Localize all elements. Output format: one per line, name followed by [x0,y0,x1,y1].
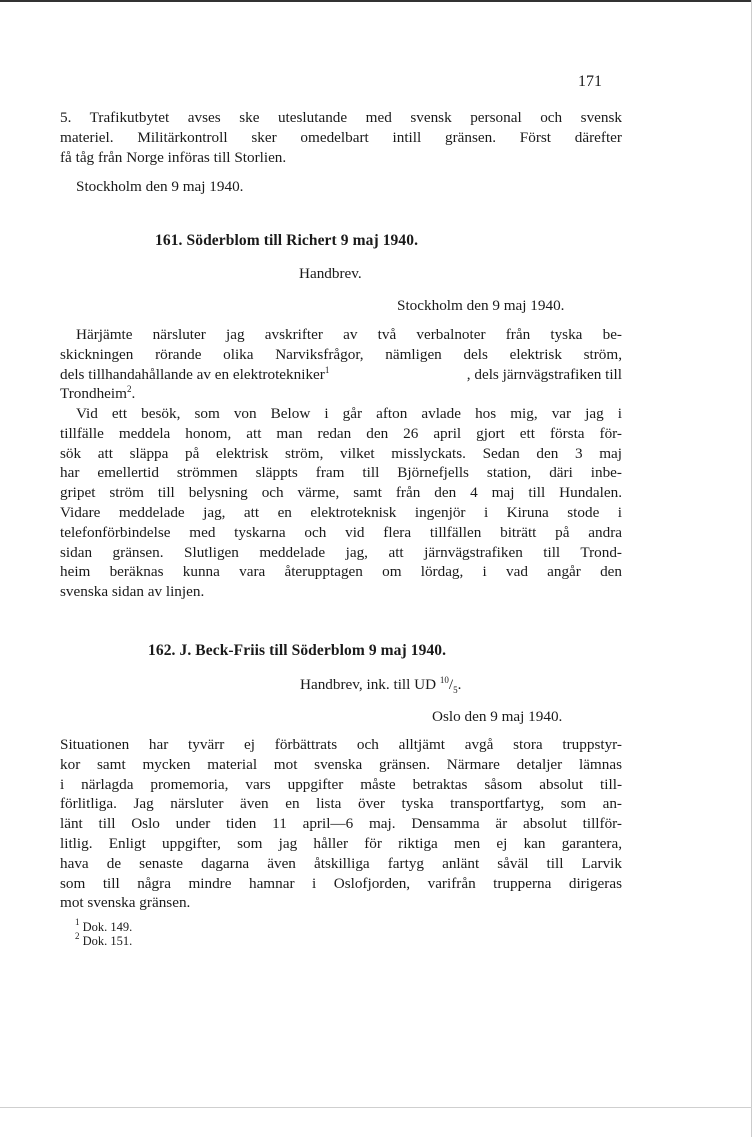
text-line: i närlagda promemoria, vars uppgifter måste betraktas såsom absolut till- [60,775,622,793]
text-line: Härjämte närsluter jag avskrifter av två verbalnoter från tyska be- [76,326,622,343]
footnotes [75,917,133,948]
footnote-text: Dok. 149. [82,920,133,934]
text-line: mot svenska gränsen. [60,894,191,912]
text-line: få tåg från Norge införas till Storlien. [60,148,287,166]
text-line: svenska sidan av linjen. [60,583,205,601]
page-bottom-border [0,1107,752,1108]
text-line: Vidare meddelade jag, att en elektroteknisk ingenjör i Kiruna stode i [60,503,622,521]
received-month: 5 [453,685,458,696]
text-line: materiel. Militärkontroll sker omedelbart intill gränsen. Först därefter [60,128,622,146]
text-segment: , dels järnvägstrafiken till [466,365,622,383]
footnote-mark: 2 [75,930,80,941]
text-line: gripet ström till belysning och värme, samt från den 4 maj till Hundalen. [60,484,622,502]
doc-161-heading: 161. Söderblom till Richert 9 maj 1940. [155,232,419,249]
text-segment: Trondheim [60,385,127,403]
page-number: 171 [578,73,602,90]
text-line: skickningen rörande olika Narviksfrågor, nämligen dels elektrisk ström, [60,345,622,363]
doc-162-type-text: Handbrev, ink. till UD [300,676,437,693]
doc-162-heading: 162. J. Beck-Friis till Söderblom 9 maj 1940. [148,642,447,659]
text-line: sidan gränsen. Slutligen meddelade jag, att järnvägstrafiken till Trond- [60,543,622,561]
text-line: 5. Trafikutbytet avses ske uteslutande med svensk personal och svensk [60,109,622,126]
text-line: telefonförbindelse med tyskarna och vid flera tillfällen biträtt på andra [60,523,622,541]
doc-161-place-date: Stockholm den 9 maj 1940. [397,297,565,314]
received-day: 10 [439,675,449,685]
text-line: tillfälle meddela honom, att man redan den 26 april gjort ett första för- [60,424,622,442]
doc-161-type: Handbrev. [299,265,362,282]
text-line: har emellertid strömmen släppts fram till Björnefjells station, däri inbe- [60,464,622,482]
doc-162-paragraph-1 [60,735,622,913]
doc-162-type: Handbrev, ink. till UD $^{10}/_5$. [300,675,462,696]
intro-paragraph [60,108,622,167]
text-line: heim beräknas kunna vara återupptagen om lördag, i vad angår den [60,563,622,581]
footnote [75,917,133,935]
footnote [75,930,133,949]
doc-161-paragraph-2 [60,404,622,602]
text-line [60,365,622,385]
footnote-mark: 1 [75,917,80,927]
text-segment: dels tillhandahållande av en elektrotekniker [60,365,325,383]
text-line: förlitliga. Jag närsluter även en lista över tyska transportfartyg, som an- [60,795,622,813]
footnote-ref: 1 [324,364,330,375]
text-line: hava de senaste dagarna även åtskilliga fartyg anlänt såväl till Larvik [60,854,622,872]
text-line: länt till Oslo under tiden 11 april—6 maj. Densamma är absolut tillför- [60,815,622,833]
text-line: kor samt mycken material mot svenska gränsen. Närmare detaljer lämnas [60,755,622,773]
text-line: som till några mindre hamnar i Oslofjorden, varifrån trupperna dirigeras [60,874,622,892]
text-line: litlig. Enligt uppgifter, som jag håller för riktiga men ej kan garantera, [60,834,622,852]
text-line: Situationen har tyvärr ej förbättrats och alltjämt avgå stora truppstyr- [60,736,622,753]
text-line: Vid ett besök, som von Below i går afton avlade hos mig, var jag i [76,405,622,422]
text-line: sök att släppa på elektrisk ström, vilket misslyckats. Sedan den 3 maj [60,444,622,462]
intro-signoff: Stockholm den 9 maj 1940. [76,178,244,195]
footnote-text: Dok. 151. [82,933,133,948]
text-segment: . [131,385,136,403]
page-top-border [0,0,752,2]
doc-162-place-date: Oslo den 9 maj 1940. [432,708,563,725]
doc-161-paragraph-1 [60,325,622,404]
footnote-ref: 2 [126,384,132,395]
text-line [60,384,622,404]
